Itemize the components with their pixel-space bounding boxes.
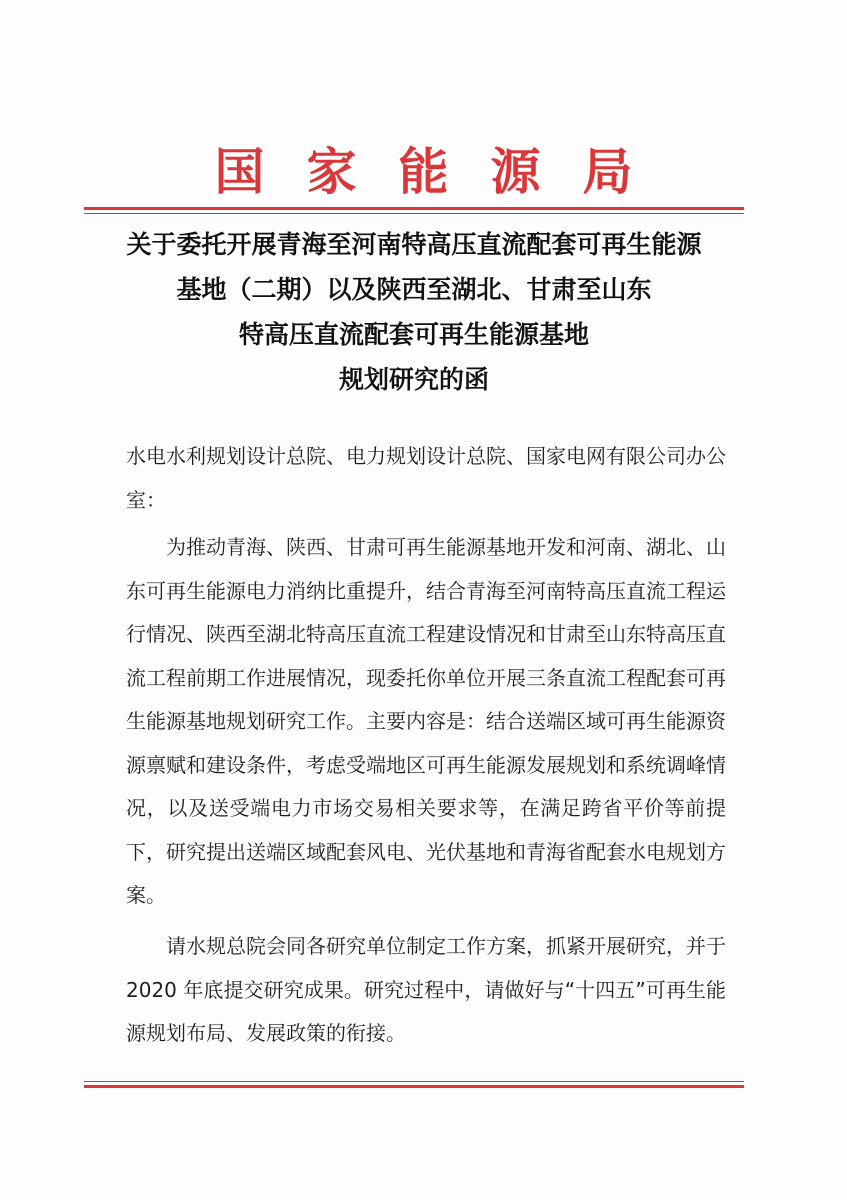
footer-rule-thin bbox=[84, 1081, 744, 1082]
header-rule-thin bbox=[84, 213, 744, 214]
title-line: 基地（二期）以及陕西至湖北、甘肃至山东 bbox=[176, 275, 652, 304]
title-line: 关于委托开展青海至河南特高压直流配套可再生能源 bbox=[126, 230, 702, 259]
footer-rule-thick bbox=[84, 1085, 744, 1088]
body-paragraph: 为推动青海、陕西、甘肃可再生能源基地开发和河南、湖北、山东可再生能源电力消纳比重提升，结合青海至河南特高压直流工程运行情况、陕西至湖北特高压直流工程建设情况和甘肃至山东特高压直流工程前期工作进展情况，现委托你单位开展三条直流工程配套可再生能源基地规划研究工作。主要内容是：结合送端区域可再生能源资源禀赋和建设条件，考虑受端地区可再生能源发展规划和系统调峰情况，以及送受端电力市场交易相关要求等，在满足跨省平价等前提下，研究提出送端区域配套风电、光伏基地和青海省配套水电规划方案。 bbox=[126, 535, 726, 907]
addressee bbox=[126, 434, 726, 522]
title-line: 规划研究的函 bbox=[338, 365, 489, 394]
addressee-text: 水电水利规划设计总院、电力规划设计总院、国家电网有限公司办公室： bbox=[126, 444, 726, 512]
document-title bbox=[84, 222, 744, 402]
agency-header: 国家能源局 bbox=[214, 142, 675, 201]
body-paragraph: 请水规总院会同各研究单位制定工作方案，抓紧开展研究，并于 2020 年底提交研究成果。研究过程中，请做好与“十四五”可再生能源规划布局、发展政策的衔接。 bbox=[126, 934, 726, 1045]
title-line: 特高压直流配套可再生能源基地 bbox=[238, 320, 589, 349]
header-rule-thick bbox=[84, 207, 744, 210]
